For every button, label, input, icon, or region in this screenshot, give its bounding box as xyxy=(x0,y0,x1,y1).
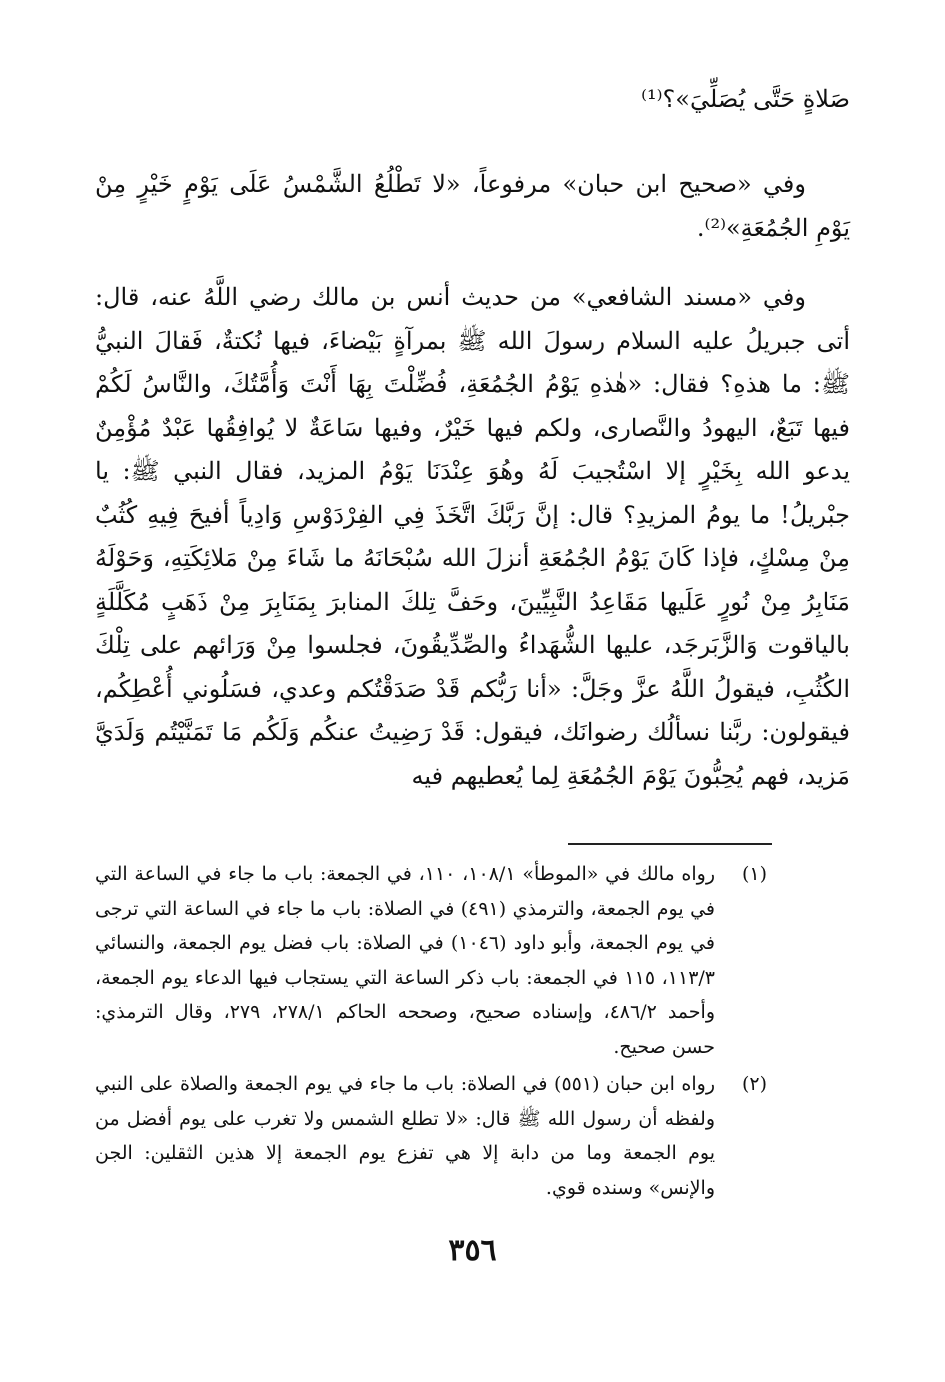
paragraph-2: وفي «مسند الشافعي» من حديث أنس بن مالك رضي اللَّهُ عنه، قال: أتى جبريلُ عليه السلام رسولَ الله ﷺ بمرآةٍ بَيْضاءَ، فيها نُكتةٌ، فَقالَ النبيُّ ﷺ: ما هذهِ؟ فقال: «هٰذهِ يَوْمُ الجُمُعَةِ، فُضِّلْتَ بِهَا أَنْتَ وَأُمَّتُكَ، والنَّاسُ لَكُمْ فيها تَبَعٌ، اليهودُ والنَّصارى، ولكم فيها خَيْرٌ، وفيها سَاعَةٌ لا يُوافِقُها عَبْدٌ مُؤْمِنٌ يدعو الله بِخَيْرٍ إلا اسْتُجيبَ لَهُ وهُوَ عِنْدَنَا يَوْمُ المزيد، فقال النبي ﷺ: يا جبْريلُ! ما يومُ المزيدِ؟ قال: إنَّ رَبَّكَ اتَّخَذَ فِي الفِرْدَوْسِ وَادِياً أفيحَ فِيهِ كُثُبٌ مِنْ مِسْكٍ، فإذا كَانَ يَوْمُ الجُمُعَةِ أنزلَ الله سُبْحَانَهُ ما شَاءَ مِنْ مَلائِكَتِهِ، وَحَوْلَهُ مَنَابِرُ مِنْ نُورٍ عَلَيها مَقَاعِدُ النَّبِيِّينَ، وحَفَّ تِلكَ المنابرَ بِمَنَابِرَ مِنْ ذَهَبٍ مُكَلَّلَةٍ بالياقوت وَالزَّبَرجَد، عليها الشُّهَداءُ والصِّدِّيقُونَ، فجلسوا مِنْ وَرَائهم على تِلْكَ الكُثُبِ، فيقولُ اللَّهُ عزَّ وجَلَّ: «أنا رَبُّكم قَدْ صَدَقْتُكم وعدي، فسَلُوني أُعْطِكُم، فيقولون: ربَّنا نسألُك رضوانَك، فيقول: قَدْ رَضِيتُ عنكُم وَلَكُم مَا تَمَنَّيْتُم وَلَدَيَّ مَزيد، فهم يُحِبُّونَ يَوْمَ الجُمُعَةِ لِما يُعطيهم فيه xyxy=(95,283,850,790)
footnote-text: رواه مالك في «الموطأ» ١٠٨/١، ١١٠، في الجمعة: باب ما جاء في الساعة التي في يوم الجمعة، والترمذي (٤٩١) في الصلاة: باب ما جاء في الساعة التي ترجى في يوم الجمعة، وأبو داود (١٠٤٦) في الصلاة: باب فضل يوم الجمعة، والنسائي ١١٣/٣، ١١٥ في الجمعة: باب ذكر الساعة التي يستجاب فيها الدعاء يوم الجمعة، وأحمد ٤٨٦/٢، وإسناده صحيح، وصححه الحاكم ٢٧٨/١، ٢٧٩، وقال الترمذي: حسن صحيح. xyxy=(95,863,716,1058)
footnote-number: (٢) xyxy=(741,1073,767,1095)
footnotes xyxy=(95,857,775,1208)
page-number: ٣٥٦ xyxy=(448,1233,497,1268)
continuation-line: صَلاةٍ حَتَّى يُصَلِّيَ»؟⁽¹⁾ xyxy=(641,85,850,113)
footnote-divider xyxy=(568,843,772,845)
main-text xyxy=(95,78,850,122)
footnote-text: رواه ابن حبان (٥٥١) في الصلاة: باب ما جاء في يوم الجمعة والصلاة على النبي ولفظه أن رسول الله ﷺ قال: «لا تطلع الشمس ولا تغرب على يوم أفضل من يوم الجمعة وما من دابة إلا هي تفزع يوم الجمعة إلا هذين الثقلين: الجن والإنس» وسنده قوي. xyxy=(95,1073,715,1199)
footnote-number: (١) xyxy=(741,863,767,885)
footnote-1 xyxy=(95,857,775,1064)
paragraph-ibn-hibban xyxy=(95,163,850,250)
paragraph-musnad-shafii xyxy=(95,276,850,798)
paragraph-1: وفي «صحيح ابن حبان» مرفوعاً، «لا تَطْلُعُ الشَّمْسُ عَلَى يَوْمٍ خَيْرٍ مِنْ يَوْمِ الجُمُعَةِ»⁽²⁾. xyxy=(95,170,850,242)
footnote-2 xyxy=(95,1067,775,1205)
